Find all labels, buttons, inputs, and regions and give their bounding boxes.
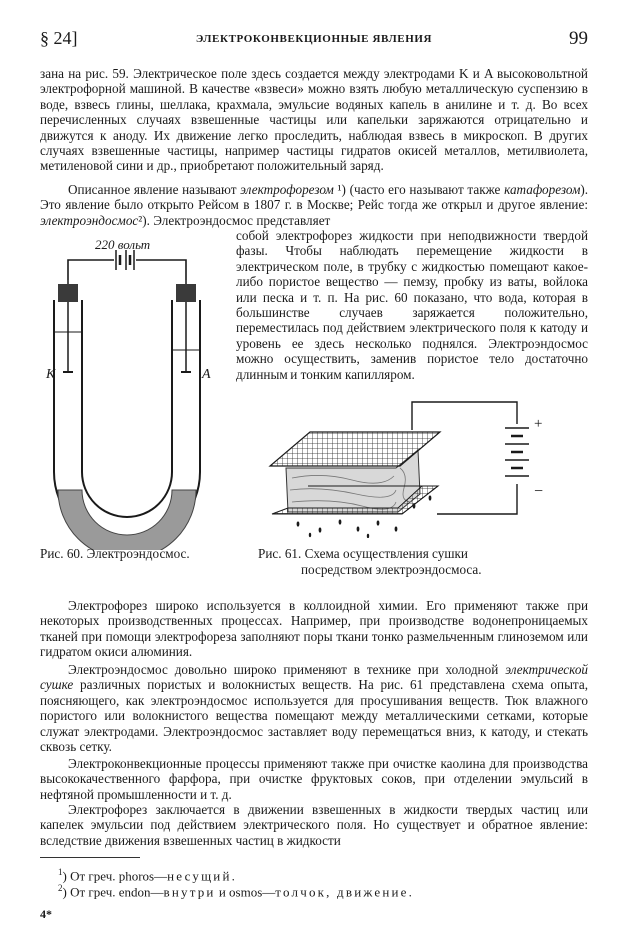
figure-61-caption — [258, 546, 482, 578]
p2-text-c: ). Это явление было открыто Рейсом в 1807 г. в Москве; Рейс тогда же открыл и другое явление: — [40, 182, 589, 213]
electrode-a-label: A — [202, 367, 211, 382]
voltage-label: 220 вольт — [95, 237, 151, 252]
paragraph-4: Электрофорез широко используется в коллоидной химии. Его применяют также при некоторых производственных процессах. Например, при производстве водонепроницаемых тканей при помощи электрофореза заполняют поры ткани тонко размельченным глиноземом или гидратом окиси алюминия. — [40, 598, 588, 660]
p2-text-d: ²). Электроэндосмос представляет — [138, 212, 331, 228]
paragraph-3: собой электрофорез жидкости при неподвижности твердой фазы. Чтобы наблюдать перемещение жидкости в электрическом поле, в трубку с жидкостью помещают какое-либо пористое вещество — пемзу, пробку из ваты, войлока или песка и т. п. На рис. 60 показано, что вода, которая в большинстве случаев заряжается положительно, переместилась под действием электрического поля к катоду и уровень ее здесь несколько поднялся. Электроэндосмос можно осуществить, заменив пористое тело достаточно длинным и тонким капилляром. — [236, 228, 588, 382]
figure-61-drying-scheme — [262, 398, 562, 538]
term-electric-drying: электрической сушке — [40, 662, 589, 693]
right-stopper — [176, 284, 196, 302]
figure-60-caption: Рис. 60. Электроэндосмос. — [40, 546, 190, 561]
p5-text-a: Электроэндосмос довольно широко применяют в технике при холодной — [68, 662, 499, 677]
p2-text-a: Описанное явление называют — [68, 182, 237, 197]
footnote-1: $^1$) От греч. phoros—несущий. — [58, 867, 238, 884]
paragraph-5 — [40, 662, 588, 754]
footnote-1-mark: 1 — [58, 867, 63, 877]
footnote-1-meaning: несущий. — [167, 868, 238, 884]
footnote-2-meaning-a: внутри — [163, 884, 216, 900]
signature-mark: 4* — [40, 907, 52, 921]
running-title: ЭЛЕКТРОКОНВЕКЦИОННЫЕ ЯВЛЕНИЯ — [195, 33, 433, 45]
left-stopper — [58, 284, 78, 302]
paragraph-6: Электроконвекционные процессы применяют также при очистке каолина для производства высококачественного фарфора, при очистке фруктовых соков, при отделении эмульсий в нефтяной промышленности и т. д. — [40, 756, 588, 802]
footnote-2-mark: 2 — [58, 883, 63, 893]
paragraph-7: Электрофорез заключается в движении взвешенных в жидкости твердых частиц или капелек эмульсии под действием электрического поля. Но существует и обратное явление: вследствие движения взвешенных частиц в жидкости — [40, 802, 588, 848]
figure-60-u-tube — [40, 232, 236, 550]
page-number: 99 — [569, 28, 588, 49]
battery-icon — [505, 428, 529, 476]
battery-icon — [116, 250, 134, 270]
running-header — [40, 28, 588, 50]
footnote-2: $^2$) От греч. endon—внутри и osmos—толчок, движение. — [58, 883, 415, 900]
minus-sign: − — [534, 483, 544, 500]
paragraph-1: зана на рис. 59. Электрическое поле здесь создается между электродами K и A высоковольтной электрофорной машиной. В качестве «взвеси» можно взять любую металлическую суспензию в воде, взвесь глины, шеллака, крахмала, эмульсие водяных капель в анилине и т. д. Во всех перечисленных случаях взвешенные частицы или капельки заряжаются отрицательно и движутся к аноду. Их движение легко проследить, наблюдая взвесь в микроскоп. В других случаях взвешенные частицы, например частицы гидратов окисей металлов, метилвиолета, метиленовой сини и др., приобретают положительный заряд. — [40, 66, 588, 174]
section-number: § 24] — [40, 28, 78, 48]
p5-text-b: различных пористых и волокнистых веществ. На рис. 61 представлена схема опыта, поясняющего, как электроэндосмос используется для просушивания веществ. Тюк влажного пористого или волокнистого вещества помещают между металлическими сетками, которые служат электродами. Электроэндосмос заставляет воду перемещаться вниз, к катоду, и стекать сквозь сетку. — [40, 677, 588, 755]
porous-plug — [58, 490, 196, 550]
figure-61-caption-line-1: Рис. 61. Схема осуществления сушки — [258, 546, 468, 561]
term-cataphoresis: катафорезом — [504, 182, 581, 197]
footnote-2-text-a: От греч. endon— — [70, 884, 164, 900]
footnote-2-meaning-b: толчок, движение. — [275, 884, 415, 900]
paragraph-2 — [40, 182, 588, 228]
footnote-1-text: От греч. phoros— — [70, 868, 168, 884]
footnote-rule — [40, 857, 140, 858]
electrode-k-label: K — [46, 367, 56, 382]
term-electrophoresis: электрофорезом — [240, 182, 334, 197]
term-electroendosmosis: электроэндосмос — [40, 212, 139, 228]
figure-61-caption-line-2: посредством электроэндосмоса. — [301, 562, 482, 577]
plus-sign: + — [534, 416, 543, 432]
p2-text-b: ¹) (часто его называют также — [337, 182, 501, 197]
footnote-2-text-b: и osmos— — [215, 884, 276, 900]
